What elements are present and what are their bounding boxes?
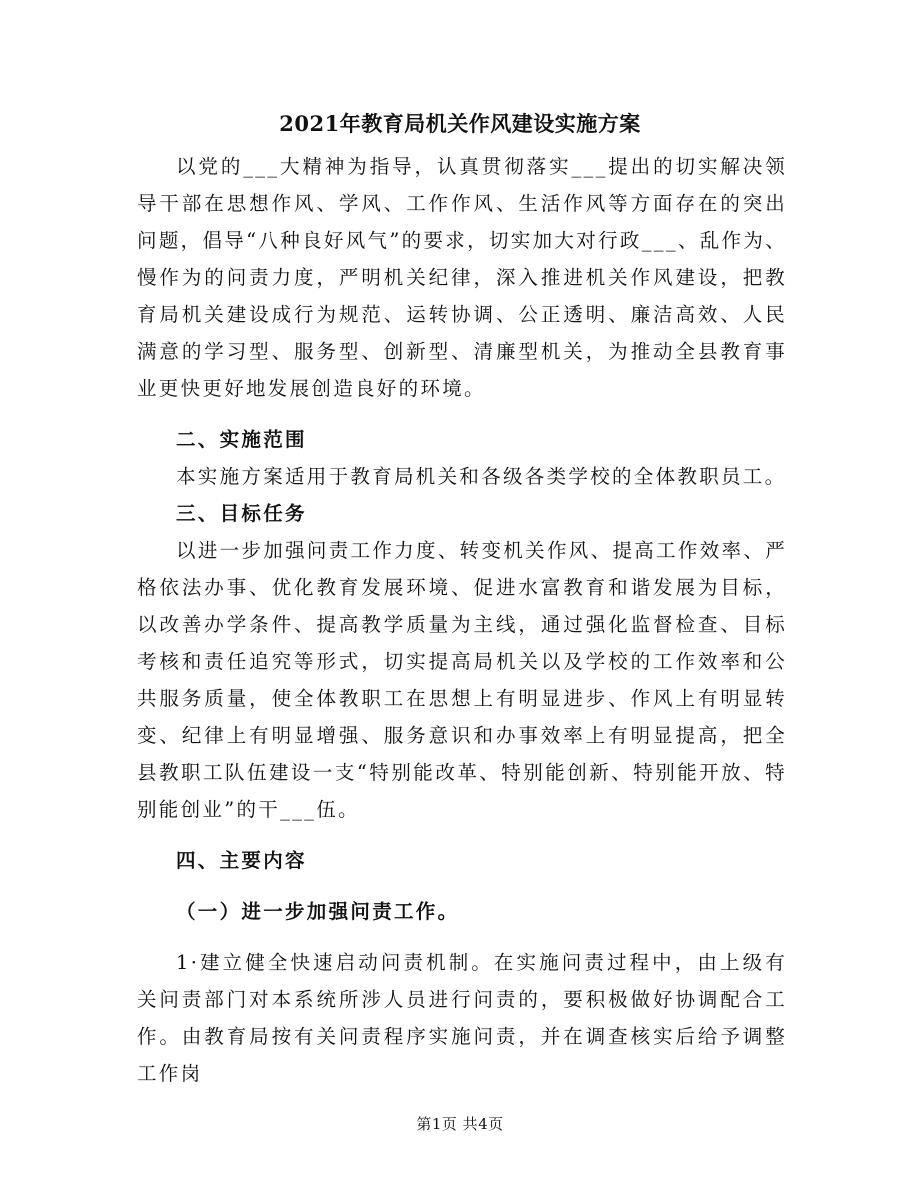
- scope-paragraph: 本实施方案适用于教育局机关和各级各类学校的全体教职员工。: [176, 465, 787, 488]
- document-body: [137, 148, 787, 1092]
- section-heading-content: 四、主要内容: [176, 849, 307, 872]
- intro-paragraph: 以党的___大精神为指导，认真贯彻落实___提出的切实解决领导干部在思想作风、学风、工作作风、生活作风等方面存在的突出问题，倡导“八种良好风气”的要求，切实加大对行政___、乱作为、慢作为的问责力度，严明机关纪律，深入推进机关作风建设，把教育局机关建设成行为规范、运转协调、公正透明、廉洁高效、人民满意的学习型、服务型、创新型、清廉型机关，为推动全县教育事业更快更好地发展创造良好的环境。: [137, 155, 787, 400]
- goals-paragraph: 以进一步加强问责工作力度、转变机关作风、提高工作效率、严格依法办事、优化教育发展环境、促进水富教育和谐发展为目标，以改善办学条件、提高教学质量为主线，通过强化监督检查、目标考核和责任追究等形式，切实提高局机关以及学校的工作效率和公共服务质量，使全体教职工在思想上有明显进步、作风上有明显转变、纪律上有明显增强、服务意识和办事效率上有明显提高，把全县教职工队伍建设一支“特别能改革、特别能创新、特别能开放、特别能创业”的干___伍。: [137, 539, 787, 821]
- item-paragraph-1: 1·建立健全快速启动问责机制。在实施问责过程中，由上级有关问责部门对本系统所涉人员进行问责的，要积极做好协调配合工作。由教育局按有关问责程序实施问责，并在调查核实后给予调整工作岗: [137, 951, 787, 1085]
- document-title: 2021年教育局机关作风建设实施方案: [279, 111, 641, 136]
- section-heading-scope: 二、实施范围: [176, 428, 307, 451]
- subsection-heading-accountability: （一）进一步加强问责工作。: [176, 900, 460, 923]
- section-heading-goals: 三、目标任务: [176, 502, 307, 525]
- page-number: 第1页 共4页: [416, 1115, 504, 1133]
